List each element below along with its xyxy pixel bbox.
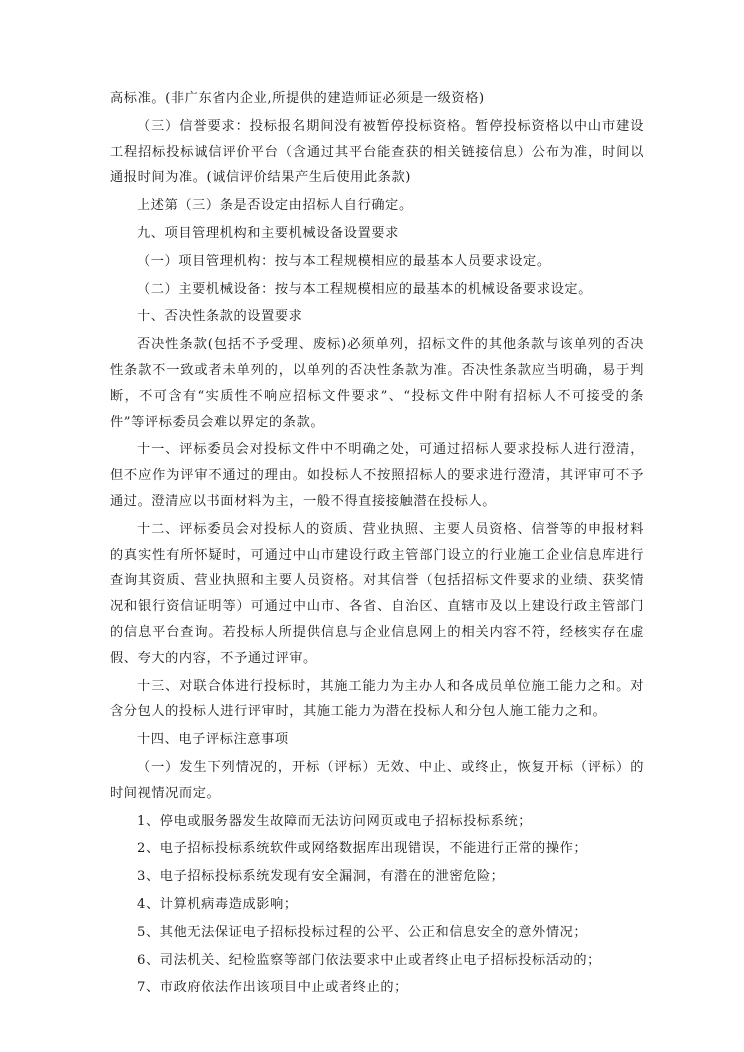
paragraph-veto-clauses: 否决性条款(包括不予受理、废标)必须单列，招标文件的其他条款与该单列的否决性条款不一致或者未单列的，以单列的否决性条款为准。否决性条款应当明确，易于判断，不可含有“实质性不响应招标文件要求”、“投标文件中附有招标人不可接受的条件”等评标委员会难以界定的条款。: [110, 337, 644, 430]
list-item-6: 6、司法机关、纪检监察等部门依法要求中止或者终止电子招标投标活动的；: [137, 952, 601, 968]
paragraph-qualification-note: 高标准。(非广东省内企业,所提供的建造师证必须是一级资格): [110, 91, 485, 106]
paragraph-credit-requirement: （三）信誉要求：投标报名期间没有被暂停投标资格。暂停投标资格以中山市建设工程招标投标诚信评价平台（含通过其平台能查获的相关链接信息）公布为准，时间以通报时间为准。(诚信评价结果产生后使用此条款): [110, 118, 644, 186]
paragraph-section-13: 十三、对联合体进行投标时，其施工能力为主办人和各成员单位施工能力之和。对含分包人的投标人进行评审时，其施工能力为潜在投标人和分包人施工能力之和。: [110, 678, 644, 720]
list-item-5: 5、其他无法保证电子招标投标过程的公平、公正和信息安全的意外情况；: [137, 924, 588, 940]
paragraph-tender-decision: 上述第（三）条是否设定由招标人自行确定。: [137, 198, 413, 214]
list-item-2: 2、电子招标投标系统软件或网络数据库出现错误，不能进行正常的操作；: [137, 841, 588, 857]
list-item-1: 1、停电或服务器发生故障而无法访问网页或电子招标投标系统；: [137, 813, 533, 829]
list-item-3: 3、电子招标投标系统发现有安全漏洞，有潜在的泄密危险；: [137, 869, 505, 885]
paragraph-section-11: 十一、评标委员会对投标文件中不明确之处，可通过招标人要求投标人进行澄清，但不应作为评审不通过的理由。如投标人不按照招标人的要求进行澄清，其评审可不予通过。澄清应以书面材料为主，一般不得直接接触潜在投标人。: [110, 442, 644, 509]
heading-section-9: 九、项目管理机构和主要机械设备设置要求: [137, 225, 399, 241]
paragraph-e-bid-conditions: （一）发生下列情况的，开标（评标）无效、中止、或终止，恢复开标（评标）的时间视情况而定。: [110, 759, 644, 801]
paragraph-machinery: （二）主要机械设备：按与本工程规模相应的最基本的机械设备要求设定。: [137, 281, 592, 297]
heading-section-10: 十、否决性条款的设置要求: [137, 309, 303, 325]
heading-section-14: 十四、电子评标注意事项: [137, 732, 289, 748]
paragraph-section-12: 十二、评标委员会对投标人的资质、营业执照、主要人员资格、信誉等的申报材料的真实性有所怀疑时，可通过中山市建设行政主管部门设立的行业施工企业信息库进行查询其资质、营业执照和主要人员资格。对其信誉（包括招标文件要求的业绩、获奖情况和银行资信证明等）可通过中山市、各省、自治区、直辖市及以上建设行政主管部门的信息平台查询。若投标人所提供信息与企业信息网上的相关内容不符，经核实存在虚假、夸大的内容，不予通过评审。: [110, 521, 644, 666]
paragraph-management-org: （一）项目管理机构：按与本工程规模相应的最基本人员要求设定。: [137, 253, 551, 269]
list-item-7: 7、市政府依法作出该项目中止或者终止的；: [137, 980, 408, 996]
list-item-4: 4、计算机病毒造成影响；: [137, 896, 298, 912]
